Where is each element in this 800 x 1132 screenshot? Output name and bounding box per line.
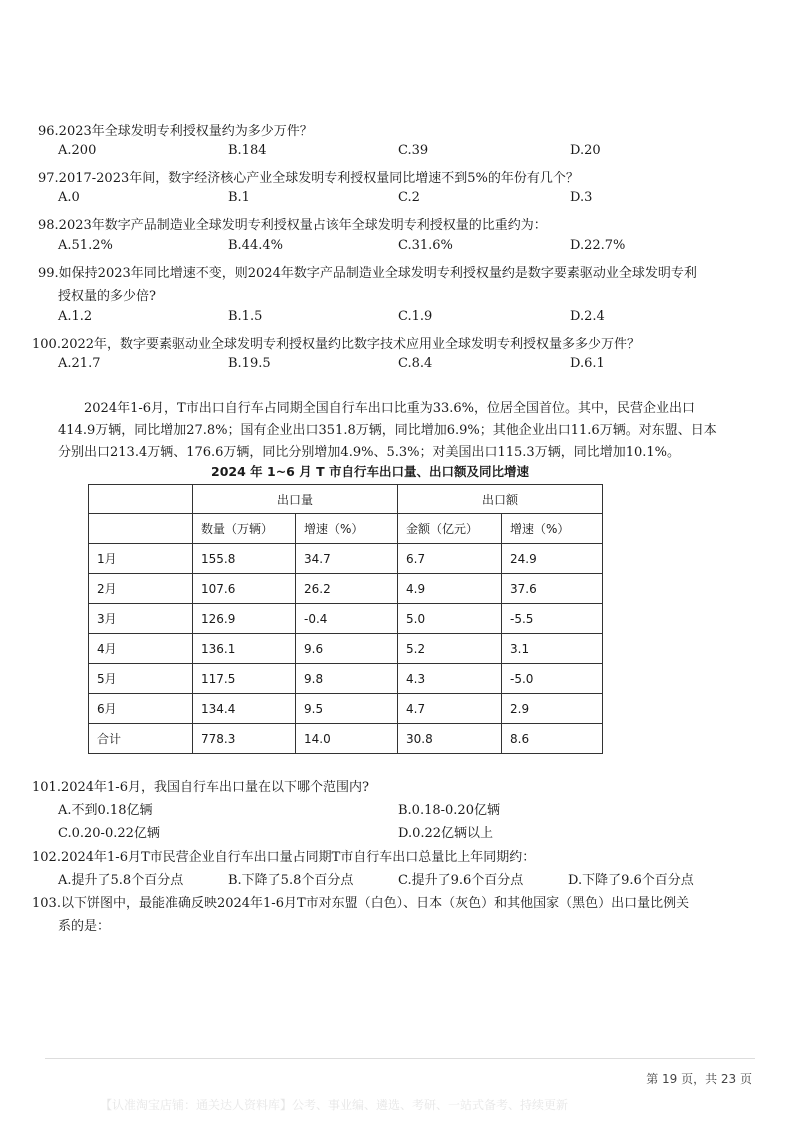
option-101-c: C.0.20-0.22亿辆 [58,826,160,841]
option-98-b: B.44.4% [228,238,283,253]
option-99-b: B.1.5 [228,309,263,324]
option-96-a: A.200 [58,143,97,158]
table-row [89,694,603,724]
cell-volume-growth: 9.5 [296,694,398,724]
table-row [89,604,603,634]
table-row [89,634,603,664]
cell-value-growth: 3.1 [502,634,603,664]
cell-quantity: 134.4 [193,694,296,724]
footer-divider [45,1058,755,1059]
option-102-d: D.下降了9.6个百分点 [568,873,694,888]
cell-quantity: 107.6 [193,574,296,604]
option-101-b: B.0.18-0.20亿辆 [398,803,500,818]
cell-value-growth: 24.9 [502,544,603,574]
question-97-stem: 97.2017-2023年间，数字经济核心产业全球发明专利授权量同比增速不到5%的年份有几个？ [38,171,579,186]
option-102-c: C.提升了9.6个百分点 [398,873,524,888]
cell-amount: 4.9 [398,574,502,604]
option-100-c: C.8.4 [398,356,433,371]
table-sub-corner-cell [89,514,193,544]
question-103-stem-continued: 系的是： [58,919,111,934]
option-98-a: A.51.2% [58,238,113,253]
cell-value-growth: 2.9 [502,694,603,724]
table-title: 2024 年 1~6 月 T 市自行车出口量、出口额及同比增速 [211,464,529,479]
option-101-d: D.0.22亿辆以上 [398,826,494,841]
passage-line-3: 分别出口213.4万辆、176.6万辆，同比分别增加4.9%、5.3%；对美国出口115.3万辆，同比增加10.1%。 [58,445,681,460]
option-97-c: C.2 [398,190,420,205]
row-label: 5月 [89,664,193,694]
question-102-stem: 102.2024年1-6月T市民营企业自行车出口量占同期T市自行车出口总量比上年同期约： [32,850,536,865]
cell-value-growth: -5.0 [502,664,603,694]
export-table [88,484,603,754]
cell-volume-growth: 34.7 [296,544,398,574]
option-96-b: B.184 [228,143,267,158]
question-99-stem-continued: 授权量的多少倍? [58,289,156,304]
option-98-d: D.22.7% [570,238,626,253]
cell-amount: 4.7 [398,694,502,724]
group-header-value: 出口额 [398,485,603,514]
cell-volume-growth: 9.6 [296,634,398,664]
question-99-stem: 99.如保持2023年同比增速不变，则2024年数字产品制造业全球发明专利授权量约是数字要素驱动业全球发明专利 [38,266,697,281]
cell-quantity: 117.5 [193,664,296,694]
option-96-c: C.39 [398,143,429,158]
cell-volume-growth: 14.0 [296,724,398,754]
row-label: 6月 [89,694,193,724]
row-label: 4月 [89,634,193,664]
row-label: 合计 [89,724,193,754]
option-97-a: A.0 [58,190,80,205]
cell-value-growth: 37.6 [502,574,603,604]
cell-quantity: 136.1 [193,634,296,664]
table-sub-header-row [89,514,603,544]
option-99-c: C.1.9 [398,309,433,324]
option-99-a: A.1.2 [58,309,93,324]
table-row [89,574,603,604]
table-row [89,544,603,574]
sub-header-amount: 金额（亿元） [398,514,502,544]
page-number: 第 19 页，共 23 页 [646,1072,752,1086]
cell-volume-growth: 26.2 [296,574,398,604]
option-100-b: B.19.5 [228,356,271,371]
sub-header-value-growth: 增速（%） [502,514,603,544]
option-96-d: D.20 [570,143,601,158]
option-100-a: A.21.7 [58,356,101,371]
cell-amount: 30.8 [398,724,502,754]
option-97-b: B.1 [228,190,250,205]
option-98-c: C.31.6% [398,238,453,253]
question-98-stem: 98.2023年数字产品制造业全球发明专利授权量占该年全球发明专利授权量的比重约为： [38,218,547,233]
cell-amount: 5.2 [398,634,502,664]
question-101-stem: 101.2024年1-6月，我国自行车出口量在以下哪个范围内? [32,780,369,795]
cell-quantity: 126.9 [193,604,296,634]
table-row [89,664,603,694]
table-total-row [89,724,603,754]
row-label: 1月 [89,544,193,574]
cell-value-growth: 8.6 [502,724,603,754]
table-corner-cell [89,485,193,514]
cell-value-growth: -5.5 [502,604,603,634]
sub-header-quantity: 数量（万辆） [193,514,296,544]
option-102-b: B.下降了5.8个百分点 [228,873,354,888]
option-100-d: D.6.1 [570,356,605,371]
question-103-stem: 103.以下饼图中，最能准确反映2024年1-6月T市对东盟（白色）、日本（灰色）和其他国家（黑色）出口量比例关 [32,896,690,911]
passage-line-1: 2024年1-6月，T市出口自行车占同期全国自行车出口比重为33.6%，位居全国首位。其中，民营企业出口 [84,401,695,416]
table-group-header-row [89,485,603,514]
cell-quantity: 155.8 [193,544,296,574]
option-99-d: D.2.4 [570,309,605,324]
cell-amount: 5.0 [398,604,502,634]
sub-header-volume-growth: 增速（%） [296,514,398,544]
passage-line-2: 414.9万辆，同比增加27.8%；国有企业出口351.8万辆，同比增加6.9%；其他企业出口11.6万辆。对东盟、日本 [58,423,717,438]
cell-volume-growth: 9.8 [296,664,398,694]
cell-quantity: 778.3 [193,724,296,754]
option-97-d: D.3 [570,190,593,205]
row-label: 2月 [89,574,193,604]
cell-amount: 6.7 [398,544,502,574]
option-101-a: A.不到0.18亿辆 [58,803,153,818]
question-96-stem: 96.2023年全球发明专利授权量约为多少万件？ [38,124,313,139]
cell-volume-growth: -0.4 [296,604,398,634]
row-label: 3月 [89,604,193,634]
cell-amount: 4.3 [398,664,502,694]
option-102-a: A.提升了5.8个百分点 [58,873,184,888]
question-100-stem: 100.2022年，数字要素驱动业全球发明专利授权量约比数字技术应用业全球发明专利授权量多多少万件？ [32,337,641,352]
watermark-text: 【认准淘宝店铺：通关达人资料库】公考、事业编、遴选、考研、一站式备考、持续更新 [100,1098,569,1112]
group-header-volume: 出口量 [193,485,398,514]
